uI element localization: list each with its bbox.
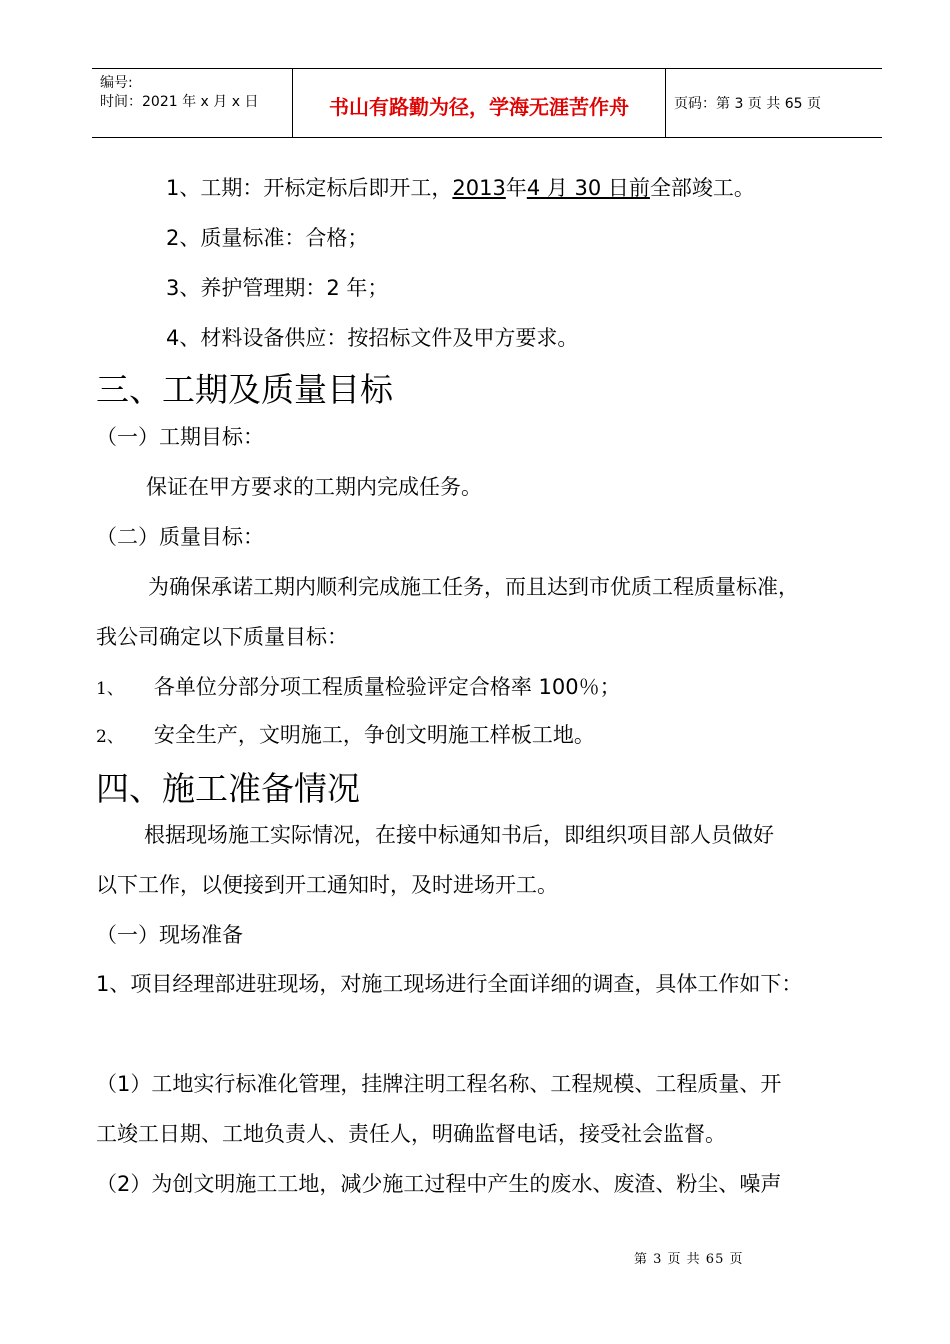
item-1-text-c: 年 xyxy=(505,176,527,200)
section-3-title: 三、工期及质量目标 xyxy=(96,370,393,409)
section-3-sub-1: （一）工期目标： xyxy=(96,425,264,449)
number-label: 编号: xyxy=(100,75,133,91)
time-label: 时间：2021 年 x 月 x 日 xyxy=(100,94,259,110)
page-footer: 第 3 页 共 65 页 xyxy=(634,1252,744,1267)
header-right-cell xyxy=(666,69,882,137)
page-header xyxy=(92,68,882,138)
quality-goal-1 xyxy=(96,671,621,701)
item-1-text-e: 全部竣工。 xyxy=(649,176,755,200)
section-3-sub-2: （二）质量目标： xyxy=(96,525,264,549)
quality-goal-2-text: 安全生产，文明施工，争创文明施工样板工地。 xyxy=(153,723,595,747)
section-4-item-3-line-1: （2）为创文明施工工地，减少施工过程中产生的废水、废渣、粉尘、噪声 xyxy=(96,1172,782,1196)
section-4-para-1: 根据现场施工实际情况，在接中标通知书后，即组织项目部人员做好 xyxy=(144,823,774,847)
section-3-sub-1-text: 保证在甲方要求的工期内完成任务。 xyxy=(146,475,482,499)
section-3-sub-2-para-2: 我公司确定以下质量目标： xyxy=(96,625,348,649)
header-left-cell xyxy=(92,69,293,137)
page-info: 页码：第 3 页 共 65 页 xyxy=(674,96,821,112)
item-1 xyxy=(166,172,755,202)
section-4-para-2: 以下工作，以便接到开工通知时，及时进场开工。 xyxy=(96,873,558,897)
item-4: 4、材料设备供应：按招标文件及甲方要求。 xyxy=(166,326,579,350)
section-3-sub-2-para-1: 为确保承诺工期内顺利完成施工任务，而且达到市优质工程质量标准， xyxy=(148,575,799,599)
section-4-title: 四、施工准备情况 xyxy=(96,769,360,808)
item-1-date: 4 月 30 日前 xyxy=(526,176,650,200)
quality-goal-1-number: 1、 xyxy=(96,679,124,699)
item-1-year: 2013 xyxy=(452,176,506,200)
item-3: 3、养护管理期：2 年； xyxy=(166,276,389,300)
header-motto-cell xyxy=(293,69,666,137)
section-4-item-2-line-2: 工竣工日期、工地负责人、责任人，明确监督电话，接受社会监督。 xyxy=(96,1122,726,1146)
section-4-item-2-line-1: （1）工地实行标准化管理，挂牌注明工程名称、工程规模、工程质量、开 xyxy=(96,1072,782,1096)
quality-goal-1-text: 各单位分部分项工程质量检验评定合格率 100％； xyxy=(153,675,621,699)
motto: 书山有路勤为径，学海无涯苦作舟 xyxy=(329,95,629,119)
item-2: 2、质量标准：合格； xyxy=(166,226,369,250)
section-4-sub-1: （一）现场准备 xyxy=(96,923,243,947)
quality-goal-2-number: 2、 xyxy=(96,727,124,747)
item-1-text-a: 1、工期：开标定标后即开工， xyxy=(166,176,453,200)
section-4-item-1: 1、项目经理部进驻现场，对施工现场进行全面详细的调查，具体工作如下： xyxy=(96,972,803,996)
quality-goal-2 xyxy=(96,719,595,749)
